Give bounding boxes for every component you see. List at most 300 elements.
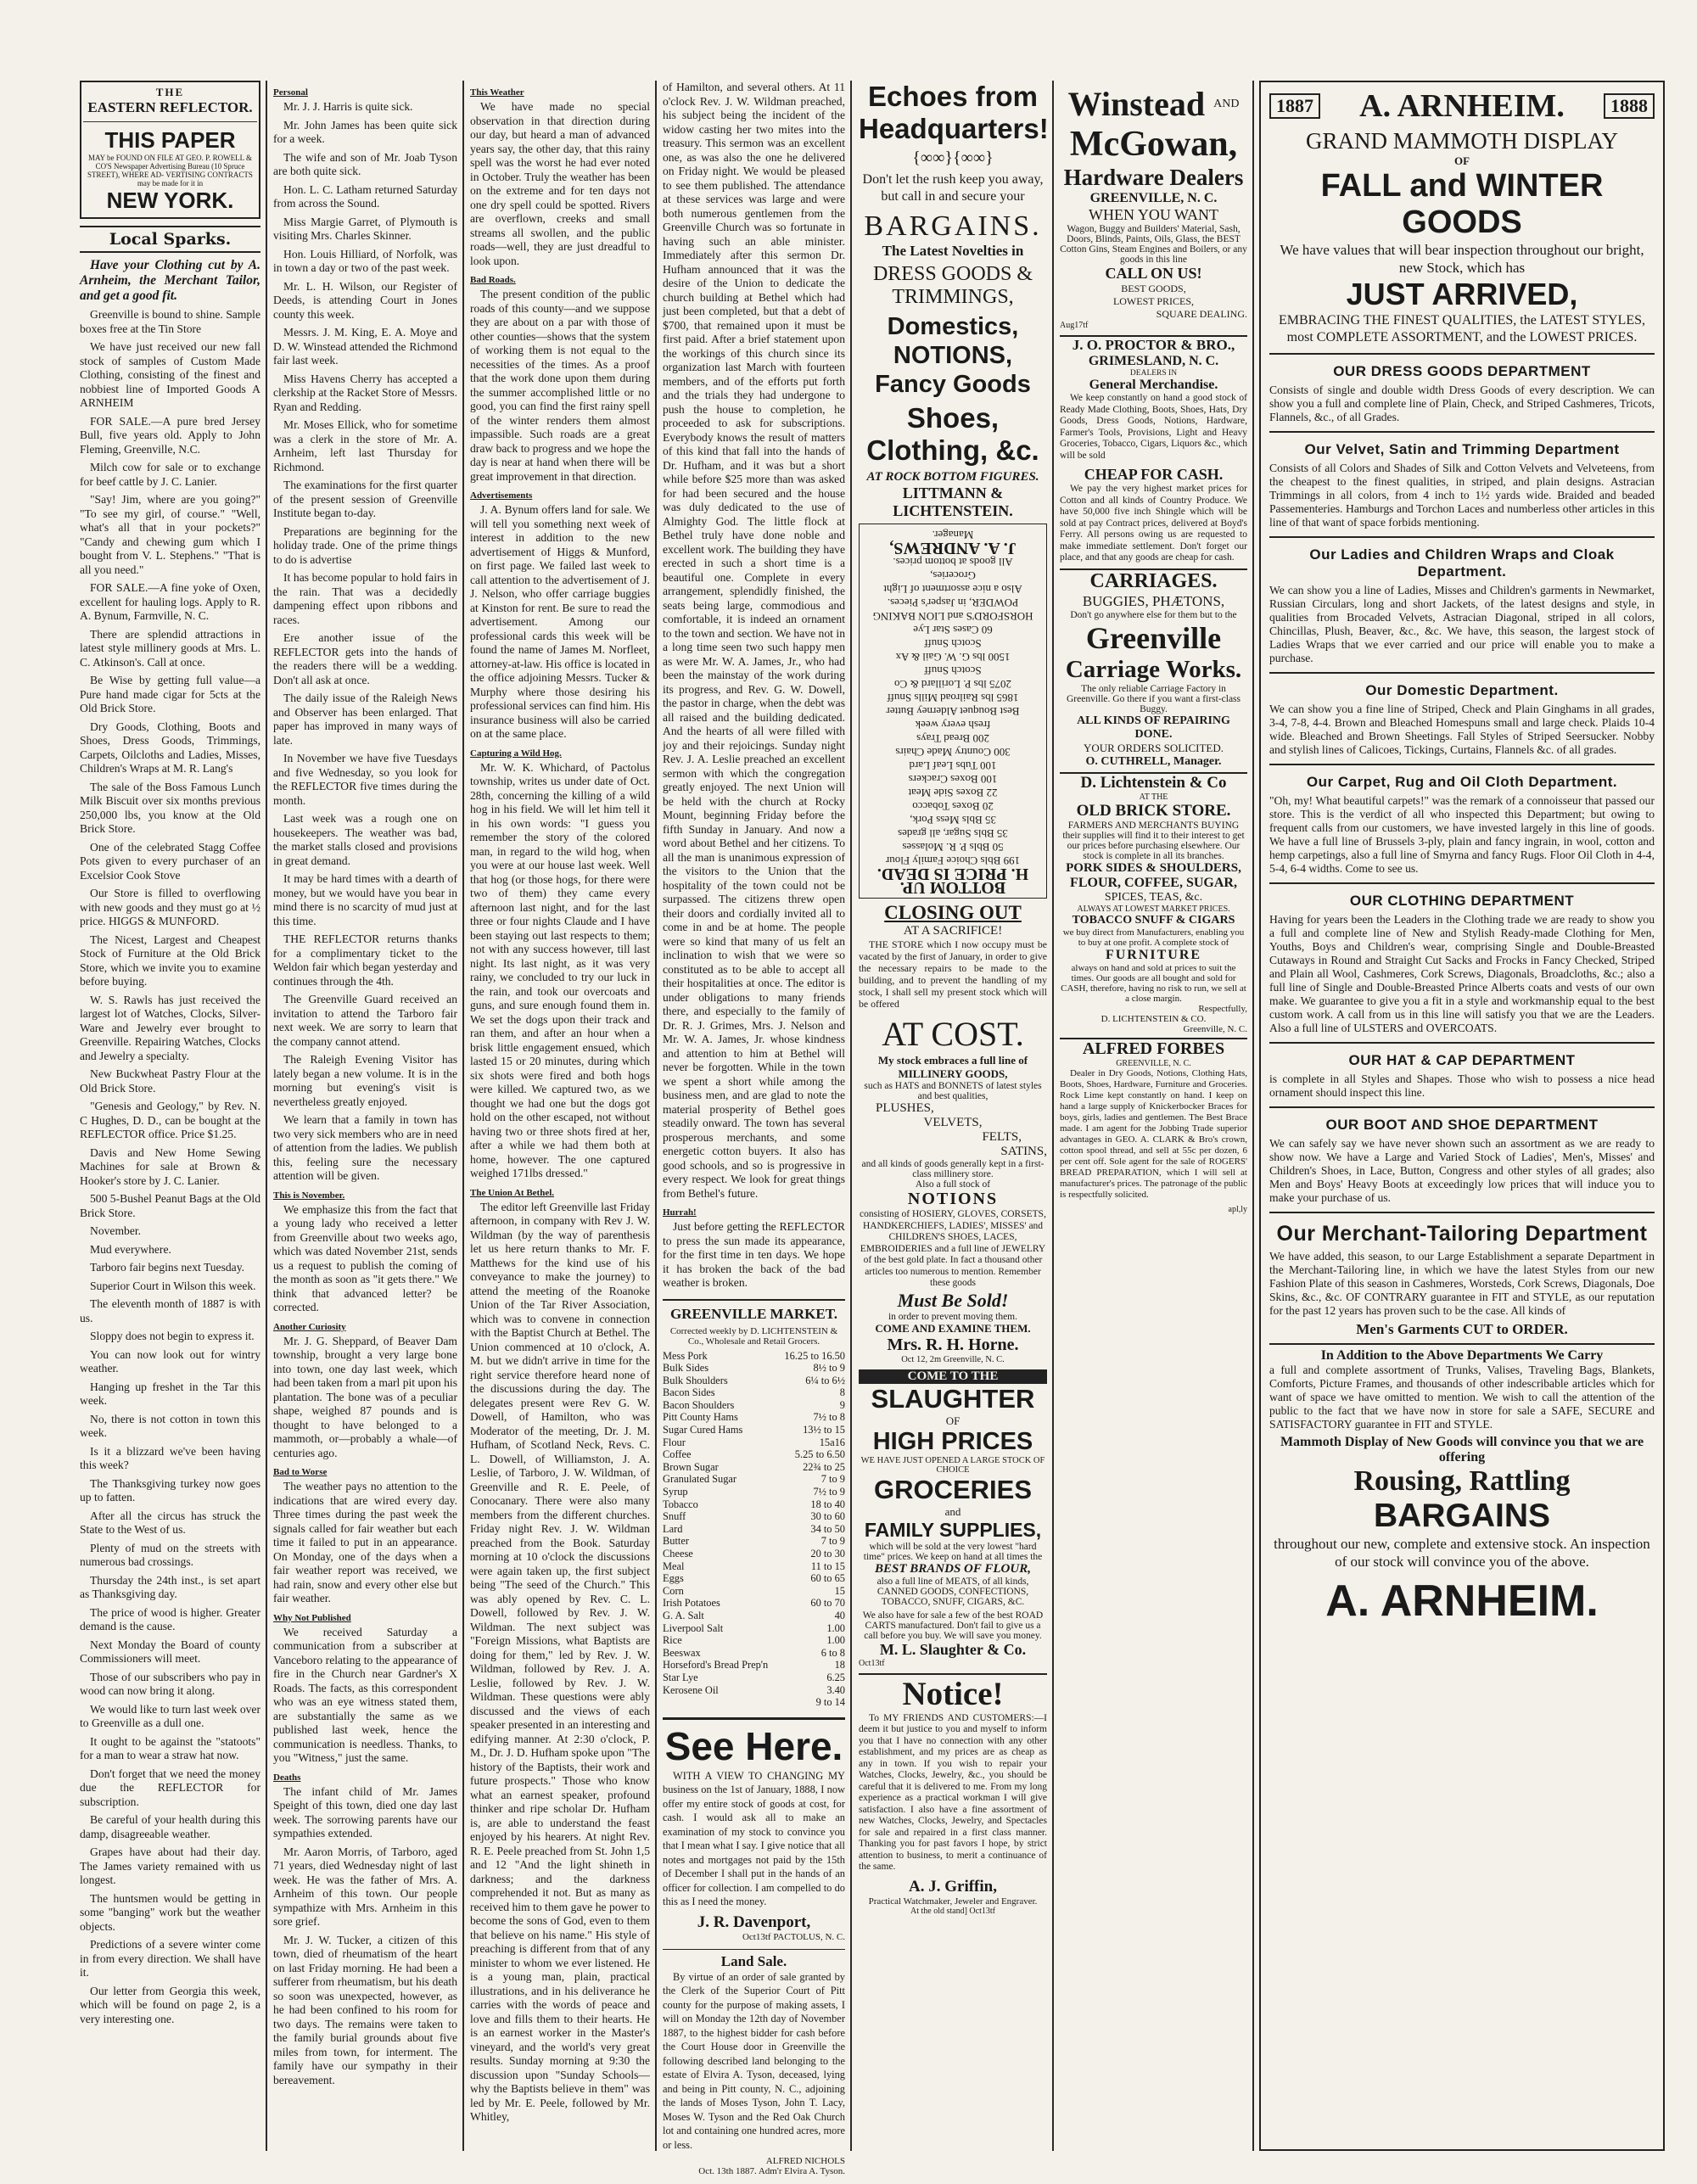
column-2-sections [273, 1190, 457, 2088]
grand-display: GRAND MAMMOTH DISPLAY [1305, 128, 1619, 154]
local-sparks-heading: Local Sparks. [80, 226, 260, 253]
market-item: G. A. Salt [663, 1609, 704, 1621]
tobacco-snuff: TOBACCO SNUFF & CIGARS [1072, 913, 1235, 927]
local-item: The Thanksgiving turkey now goes up to fatten. [80, 1476, 260, 1504]
market-price: 3.40 [826, 1683, 845, 1696]
market-price: 22¾ to 25 [803, 1460, 845, 1473]
notions-text: consisting of HOSIERY, GLOVES, CORSETS, HANDKERCHIEFS, LADIES', MISSES' and CHILDREN'S SHOES, LACES, EMBROIDERIES and a full line of JEWELRY of the best gold plate. In fact a thousand other articles too numerous to mention. Remember these goods [860, 1209, 1046, 1288]
prevent-text: in order to prevent moving them. [888, 1311, 1018, 1322]
market-item: Bacon Shoulders [663, 1398, 735, 1411]
market-row [663, 1411, 845, 1424]
personal-item: Ere another issue of the REFLECTOR gets into the hands of the readers there will be a wedding. Don't all ask at once. [273, 631, 457, 686]
market-item: Bulk Sides [663, 1362, 709, 1375]
ornament: {∞∞}{∞∞} [912, 148, 994, 167]
market-price: 34 to 50 [810, 1522, 845, 1535]
alfred-forbes: ALFRED FORBES [1082, 1039, 1225, 1058]
local-items [80, 308, 260, 2026]
bottom-up-line: 199 Bbls Choice Family Flour [885, 854, 1021, 867]
greenville-carriage-1: Greenville [1085, 620, 1222, 655]
local-item: "Say! Jim, where are you going?" "To see my girl, of course." "Well, what's all that in your pockets?" "Candy and chewing gum which I bought from V. L. Stephens." "That is all you need." [80, 493, 260, 576]
hurrah-heading: Hurrah! [663, 1207, 697, 1218]
market-item: Bacon Sides [663, 1386, 715, 1399]
bottom-up-line: 100 Boxes Crackers [908, 773, 998, 786]
grimesland: GRIMESLAND, N. C. [1088, 354, 1219, 368]
cheap-for-cash: CHEAP FOR CASH. [1084, 466, 1224, 483]
furniture-text: always on hand and sold at prices to suit the times. Our goods are all bought and sold for CASH, therefore, having no risk to run, we sell at a close margin. [1061, 962, 1246, 1004]
personal-item: Mr. J. J. Harris is quite sick. [283, 100, 413, 113]
department-title: Our Domestic Department. [1365, 682, 1559, 698]
market-row [663, 1597, 845, 1610]
arnheim-header [1269, 87, 1655, 125]
market-row [663, 1461, 845, 1474]
bottom-up-line: 1500 lbs G. W. Gail & Ax [895, 651, 1011, 664]
local-item: "Genesis and Geology," by Rev. N. C Hughes, D. D., can be bought at the REFLECTOR office. Price $1.25. [80, 1100, 260, 1140]
market-item: Eggs [663, 1572, 684, 1585]
local-item: Predictions of a severe winter come in from every direction. We shall have it. [80, 1938, 260, 1979]
market-item: Snuff [663, 1510, 686, 1523]
addition-heading: In Addition to the Above Departments We Carry [1269, 1343, 1655, 1364]
market-item: Pitt County Hams [663, 1411, 738, 1424]
market-price: 7 to 9 [820, 1473, 845, 1486]
department-title: OUR CLOTHING DEPARTMENT [1349, 893, 1575, 909]
bottom-up-line: HORSFORD'S and LION BAKING [872, 610, 1033, 623]
cheap-text: We pay the very highest market prices for Cotton and all kinds of Country Produce. We have 50,000 five inch Shingle which will be sold at pay Contract prices, delivered at Boyd's Ferry. All persons owing us are requested to make immediate settlement. Don't forget our place, and that any goods are cheap for cash. [1060, 484, 1247, 563]
department-text: "Oh, my! What beautiful carpets!" was the remark of a connoisseur that passed our store. This is the verdict of all who inspected this Department; but owing to frequent calls from our customers, we have invested largely in this line of goods. We have a full line of Brussels 3-ply, plain and fancy ingrain, in wool, cotton and hemp carpetings, also a full line of Smyrna and fancy Rugs. Floor Oil Cloth in 4-4, 5-4, 6-4 widths. Come to see us. [1269, 794, 1655, 875]
lichten-resp: Respectfully, [1198, 1003, 1247, 1014]
bottom-up-line: 60 Cases Star Lye [913, 624, 993, 636]
market-row [663, 1696, 845, 1709]
bottom-up-line: 200 Bread Trays [916, 732, 989, 745]
local-item: W. S. Rawls has just received the largest lot of Watches, Clocks, Silver-Ware and Jewelry ever brought to Greenville. Repairing Watches, Clocks and Jewelry a specialty. [80, 993, 260, 1062]
shoes-clothing: Shoes, Clothing, &c. [866, 402, 1039, 466]
section-heading: Why Not Published [273, 1612, 351, 1623]
see-here-heading: See Here. [663, 1717, 845, 1769]
market-row [663, 1548, 845, 1560]
section-heading: Advertisements [470, 490, 533, 501]
personal-item: Miss Margie Garret, of Plymouth is visiting Mrs. Charles Skinner. [273, 215, 457, 242]
local-item: Plenty of mud on the streets with numerous bad crossings. [80, 1541, 260, 1568]
echoes-sub: Don't let the rush keep you away, but call in and secure your [862, 172, 1044, 204]
dress-goods: DRESS GOODS & TRIMMINGS, [872, 263, 1033, 308]
column-rule [266, 81, 267, 2151]
section-text: The editor left Greenville last Friday afternoon, in company with Rev J. W. Wildman (by the way of parenthesis let us here return thanks to Mr. F. Matthews for the kind use of his conveyance to make the journey) to attend the meeting of the Roanoke Union of the Tar River Association, which was to convene in connection with the Baptist Church at Bethel. The Union commenced at 10 o'clock, A. M. but we didn't arrive in time for the right service therefore heard none of the discussions during the day. The delegates present were Rev G. W. Dowell, of Hamilton, who was Moderator of the meeting, Dr. J. M. Hufham, of Scotland Neck, Revs. C. L. Dowell, of Williamston, J. A. Leslie, of Tarboro, J. W. Wildman, of Greenville and R. E. Peele, of Conocanary. There were also many members from the different churches. Friday night Rev. J. W. Wildman preached from the Book. Saturday morning at 10 o'clock the discussions were again taken up, the first subject being "The seed of the Church." This was ably opened by Rev. C. L. Dowell, followed by Rev. J. W. Wildman. The next subject was "Foreign Missions, what Baptists are doing for them," led by Rev. J. W. Wildman, followed by Rev. J. A. Leslie, followed by Rev. J. W. Wildman. These questions were ably discussed and the views of each speaker presented in an interesting and edifying manner. At 2:30 o'clock, P. M., Dr. J. D. Hufham spoke upon "The history of the Baptists, their work and future prospects." Those who know what an earnest speaker, profound thinker and ripe scholar Dr. Hufham is, are able to understand the feast enjoyed by his hearers. At night Rev. R. E. Peele preached from St. John 1,5 and 12 "And the light shineth in darkness; and the darkness comprehended it not. But as many as received him to them gave he power to become the sons of God, even to them that believe on his name." His style of preaching is different from that of any minister to whom we ever listened. He is a young man, plain, practical illustrations, and in his deliverance he carries with the words of peace and love and fills them to their hearts. He is an earnest worker in the Master's vineyard, and the world's very great results. Sunday morning at 9:30 the discussion upon "Sunday Schools—why the Baptists believe in them" was led by Mr. E. Peele, followed by Mr. Whitley, [470, 1200, 650, 2123]
column-union-market [658, 81, 850, 2177]
column-rule [850, 81, 852, 2151]
best-brands-text: also a full line of MEATS, of all kinds, CANNED GOODS, CONFECTIONS, TOBACCO, SNUFF, CIGARS, &C. [877, 1576, 1029, 1607]
local-item: Those of our subscribers who pay in wood can now bring it along. [80, 1670, 260, 1697]
bottom-up-line: Also a nice assortment of Light Groceries, [883, 569, 1022, 596]
at-cost: AT COST. [882, 1015, 1024, 1053]
farmers-text: FARMERS AND MERCHANTS BUYING their supplies will find it to their interest to get our prices before purchasing elsewhere. Our stock is complete in all its branches. [1062, 820, 1245, 861]
griffin: A. J. Griffin, [909, 1877, 997, 1896]
department-title: Our Carpet, Rug and Oil Cloth Department. [1306, 774, 1618, 790]
lead-paragraph: Have your Clothing cut by A. Arnheim, the Merchant Tailor, and get a good fit. [80, 258, 260, 303]
market-item: Butter [663, 1535, 689, 1548]
market-row [663, 1510, 845, 1523]
notions-also: Also a full stock of [915, 1179, 991, 1190]
horne: Mrs. R. H. Horne. [887, 1335, 1019, 1354]
griffin-title: Practical Watchmaker, Jeweler and Engraver. [868, 1896, 1038, 1907]
local-item: Superior Court in Wilson this week. [90, 1279, 256, 1292]
land-sale-date: Oct. 13th 1887. Adm'r Elvira A. Tyson. [698, 2166, 845, 2177]
section-text: We emphasize this from the fact that a young lady who received a letter from Greenville about two weeks ago, which was dated November 21st, sends us a request to publish the coming of the month as soon as "it gets there." We think that advanced letter? be corrected. [273, 1202, 457, 1313]
square-dealing: SQUARE DEALING. [1156, 308, 1247, 320]
personal-item: Mr. L. H. Wilson, our Register of Deeds, is attending Court in Jones county this week. [273, 279, 457, 321]
market-item: Brown Sugar [663, 1460, 719, 1473]
market-item: Irish Potatoes [663, 1597, 720, 1610]
column-rule [1052, 81, 1054, 2151]
column-3-sections [470, 87, 650, 2125]
section-heading: Bad to Worse [273, 1467, 328, 1477]
local-item: After all the circus has struck the State to the West of us. [80, 1509, 260, 1536]
market-item: Sugar Cured Hams [663, 1424, 743, 1436]
market-row [663, 1386, 845, 1399]
department-block [1269, 764, 1655, 876]
column-rule [1252, 81, 1254, 2151]
embracing: EMBRACING THE FINEST QUALITIES, the LATEST STYLES, most COMPLETE ASSORTMENT, and the LOWEST PRICES. [1279, 313, 1645, 344]
lowest-market: ALWAYS AT LOWEST MARKET PRICES. [1077, 904, 1230, 914]
solicited: YOUR ORDERS SOLICITED. [1083, 741, 1224, 754]
winstead-loc: GREENVILLE, N. C. [1089, 191, 1218, 205]
section-heading: This is November. [273, 1190, 345, 1201]
local-item: The Nicest, Largest and Cheapest Stock of Furniture at the Old Brick Store, which we invite you to examine before buying. [80, 932, 260, 988]
bottom-up-line: 300 Country Made Chairs [895, 746, 1011, 759]
market-row [663, 1375, 845, 1387]
section-heading: Capturing a Wild Hog. [470, 748, 562, 759]
cuthrell: O. CUTHRELL, Manager. [1085, 754, 1222, 768]
market-price: 9 to 14 [815, 1696, 845, 1709]
market-item: Horseford's Bread Prep'n [663, 1659, 769, 1672]
market-price: 30 to 60 [810, 1510, 845, 1523]
masthead [80, 81, 260, 219]
market-price: 9 [839, 1398, 845, 1411]
dont-go: Don't go anywhere else for them but to the [1070, 609, 1237, 620]
section-heading: Deaths [273, 1772, 301, 1783]
market-price: 11 to 15 [810, 1560, 845, 1572]
personal-item: It may be hard times with a dearth of money, but we would have you bear in mind there is no scarcity of mud just at this time. [273, 872, 457, 927]
market-row [663, 1622, 845, 1635]
local-item: We have just received our new fall stock of samples of Custom Made Clothing, consisting of the finest and nobbiest line of Imported Goods A ARNHEIM [80, 340, 260, 409]
column-local-sparks [75, 81, 266, 2151]
carriages: CARRIAGES. [1089, 569, 1218, 592]
winstead-date: Aug17tf [1060, 321, 1089, 330]
local-item: FOR SALE.—A pure bred Jersey Bull, five years old. Apply to John Fleming, Greenville, N.C. [80, 414, 260, 456]
old-brick-store: OLD BRICK STORE. [1076, 801, 1231, 820]
see-here-sign: J. R. Davenport, [697, 1912, 811, 1931]
littmann: LITTMANN & LICHTENSTEIN. [893, 484, 1013, 519]
griffin-loc: At the old stand] Oct13tf [910, 1906, 995, 1916]
market-item: Cheese [663, 1548, 693, 1560]
local-item: Milch cow for sale or to exchange for beef cattle by J. C. Lanier. [80, 461, 260, 488]
market-price: 7½ to 9 [813, 1486, 845, 1498]
forbes-text: Dealer in Dry Goods, Notions, Clothing Hats, Boots, Shoes, Hardware, Furniture and Groceries. Rock Lime kept constantly on hand. I keep on hand a large supply of Knickerbocker Braces for boys, girls, ladies and gentlemen. The Best Brace made. I am agent for the Jobbing Trade superior advantages in GEO. A. CLARK & Bro's crown, cotton spool thread, and sell at 55c per dozen, 6 per cent off. Sole agent for the sale of ROGERS' BREAD PREPARATION, which I will sell at manufacturer's prices. The patronage of the public is respectfully solicited. [1060, 1067, 1247, 1200]
market-item: Rice [663, 1634, 682, 1647]
local-item: Hanging up freshet in the Tar this week. [80, 1380, 260, 1407]
notions: NOTIONS [907, 1190, 999, 1208]
greenville-carriage-2: Carriage Works. [1065, 655, 1242, 683]
horne-date: Oct 12, 2m Greenville, N. C. [901, 1354, 1005, 1364]
market-price: 15a16 [819, 1436, 845, 1448]
section-text: We have made no special observation in that direction during our day, but heard a man of advanced years say, the other day, that this rainy spell was the worst he had ever noted in October. Truly the weather has been on the extreme and for ten days not one dry spell could be spotted. Rivers are overflown, creeks and small streams all swollen, and the public roads—well, they are just dreadful to look upon. [470, 100, 650, 267]
local-item: Is it a blizzard we've been having this week? [80, 1444, 260, 1471]
department-text: We can show you a fine line of Striped, Check and Plain Ginghams in all grades, 3-4, 7-8, 4-4. Brown and Bleached Homespuns small and large check. Plaids 10-4 wide. Bleached and Brown Sheetings. Fall Styles of Striped Seersucker. Nobby and stylish lines of Calicoes, Tickings, Curtains, Flannels &c. of all grades. [1269, 703, 1655, 756]
market-subtitle: Corrected weekly by D. LICHTENSTEIN & Co., Wholesale and Retail Grocers. [669, 1325, 838, 1347]
personal-item: In November we have five Tuesdays and five Wednesday, so you look for the REFLECTOR five times during the month. [273, 752, 457, 807]
market-item: Flour [663, 1436, 686, 1448]
family-text: which will be sold at the very lowest "hard time" prices. We keep on hand at all times the [863, 1541, 1043, 1562]
department-block [1269, 672, 1655, 757]
market-item: Granulated Sugar [663, 1473, 737, 1486]
when-want: WHEN YOU WANT [1089, 206, 1218, 223]
forbes-loc: GREENVILLE, N. C. [1116, 1058, 1191, 1068]
department-text: We can safely say we have never shown such an assortment as we are ready to show now. We have a Large and Varied Stock of Ladies', Men's, Misses' and Children's Shoes, in Lace, Button, Congress and other styles of all grades; also Men and Boys' Heavy Boots at exceedingly low prices that will induce you to make your purchase of us. [1269, 1137, 1655, 1204]
rock-bottom: AT ROCK BOTTOM FIGURES. [866, 470, 1039, 484]
closing-text: THE STORE which I now occupy must be vacated by the first of January, in order to give the necessary repairs to be made to the building, and to prevent the handling of my stock, I shall sell my present stock which will be offered [859, 938, 1047, 1010]
market-price: 18 [834, 1659, 845, 1672]
arnheim-bargains: BARGAINS [1373, 1498, 1550, 1534]
grand-of: OF [1453, 154, 1470, 167]
slaughter-of: OF [945, 1414, 961, 1427]
bottom-up-line: 35 Bbls Mess Pork, [910, 814, 996, 826]
market-row [663, 1610, 845, 1622]
market-row [663, 1436, 845, 1449]
personal-item: Hon. L. C. Latham returned Saturday from across the Sound. [273, 182, 457, 210]
department-block [1269, 1042, 1655, 1100]
local-item: Dry Goods, Clothing, Boots and Shoes, Dress Goods, Trimmings, Carpets, Oilcloths and Ladies, Misses, Children's Wraps at M. R. Lang's [80, 720, 260, 775]
land-sale-sign: ALFRED NICHOLS [765, 2156, 845, 2167]
notice-text: To MY FRIENDS AND CUSTOMERS:—I deem it but justice to you and myself to inform you that I have no connection with any other establishment, and my prices are as cheap as any in town. If you wish to repair your Watches, Clocks, Jewelry, &c., you should be careful that it is delivered to me. From my long experience as a practical workman I will give satisfaction. I also have a fine assortment of new Watches, Clocks, Jewelry, and Spectacles for sale and repaired in a first class manner. Thanking you for past favors I hope, by strict attention to business, to merit a continuance of the same. [859, 1712, 1047, 1872]
dealers-in: DEALERS IN [1129, 369, 1178, 378]
year-1888: 1888 [1604, 93, 1655, 119]
millinery: My stock embraces a full line of MILLINERY GOODS, [877, 1054, 1028, 1080]
section-heading: This Weather [470, 87, 524, 98]
market-row [663, 1634, 845, 1647]
market-price: 1.00 [826, 1621, 845, 1634]
winstead: Winstead [1067, 85, 1206, 123]
proctor: J. O. PROCTOR & BRO., [1072, 337, 1235, 353]
local-item: Grapes have about had their day. The James variety remained with us longest. [80, 1845, 260, 1886]
best-goods: BEST GOODS, [1121, 283, 1186, 294]
department-title: Our Ladies and Children Wraps and Cloak Department. [1309, 546, 1615, 580]
bottom-up-line: Best Bouquet Alderney Butter [886, 705, 1020, 718]
high-prices: HIGH PRICES [872, 1427, 1033, 1455]
market-row [663, 1659, 845, 1672]
tobacco-text: we buy direct from Manufacturers, enabling you to buy at one profit. A complete stock of [1062, 927, 1245, 948]
personal-item: Miss Havens Cherry has accepted a clerkship at the Racket Store of Messrs. Ryan and Redding. [273, 372, 457, 413]
market-price: 1.00 [826, 1634, 845, 1647]
bargains-heading: BARGAINS. [864, 210, 1042, 242]
department-block [1269, 353, 1655, 424]
flour-coffee: FLOUR, COFFEE, SUGAR, [1070, 875, 1237, 890]
section-text: Mr. J. G. Sheppard, of Beaver Dam township, brought a very large bone into town, one day last week, which had been taken from a marl pit upon his plantation. The bone was of a peculiar shape, weighed 87 pounds and is thought to have belonged to a mammoth, or—probably a whale—of centuries ago. [273, 1334, 457, 1459]
large-stock: WE HAVE JUST OPENED A LARGE STOCK OF CHOICE [860, 1455, 1045, 1475]
local-item: No, there is not cotton in town this week. [80, 1412, 260, 1439]
market-item: Liverpool Salt [663, 1621, 724, 1634]
market-row [663, 1473, 845, 1486]
department-block [1269, 1106, 1655, 1205]
market-price: 16.25 to 16.50 [784, 1349, 845, 1362]
column-rule [462, 81, 464, 2151]
section-text: The present condition of the public roads of this county—and we suppose they are about on a par with those of other counties—shows that the system of working them is not equal to the necessities of the times. As a proof that the work done upon them during the summer accomplished little or no good, you can find the first rainy spell of the winter renders them almost impassible. Such roads are a great draw back to progress and we hope the day is near at hand when there will be great improvement in that direction. [470, 288, 650, 483]
department-block [1269, 536, 1655, 665]
bottom-up-line: J. A. ANDREWS, [889, 539, 1017, 557]
personal-item: Messrs. J. M. King, E. A. Moye and D. W. Winstead attended the Richmond fair last week. [273, 326, 457, 367]
market-price: 60 to 65 [810, 1572, 845, 1585]
section-text: The weather pays no attention to the indications that are wired every day. Three times during the past week the signals called for fair weather but each time it failed to put in an appearance. On Monday, one of the days when a fair weather report was received, we had rain, snow and every other else but fair weather. [273, 1480, 457, 1604]
column-ads-left [854, 81, 1052, 2151]
market-item: Mess Pork [663, 1349, 708, 1362]
paper-name-2: EASTERN REFLECTOR. [87, 99, 253, 115]
local-item: 500 5-Bushel Peanut Bags at the Old Brick Store. [80, 1192, 260, 1219]
notice-heading: Notice! [859, 1673, 1047, 1713]
arnheim-name: A. ARNHEIM. [1359, 88, 1565, 124]
echoes-heading: Echoes from Headquarters! [859, 81, 1049, 144]
novelties: The Latest Novelties in [882, 243, 1024, 259]
local-item: Don't forget that we need the money due the REFLECTOR for subscription. [80, 1767, 260, 1808]
personal-item: The Raleigh Evening Visitor has lately began a new volume. It is in the morning but evening's visit is nevertheless greatly enjoyed. [273, 1053, 457, 1108]
department-text: We can show you a line of Ladies, Misses and Children's garments in Newmarket, Russian Circulars, long and short Jackets, of the latest designs and style, in qualities from Brocaded Velvets, Astracian Diagonal, striped in all colors, Chincillas, Plush, Beaver, &c., &c. We have, this season, the largest stock of Ladies Wraps that we ever carried and our price will enable you to make a purchase. [1269, 584, 1655, 664]
local-item: FOR SALE.—A fine yoke of Oxen, excellent for hauling logs. Apply to R. A. Bynum, Farmville, N. C. [80, 581, 260, 622]
department-title: OUR BOOT AND SHOE DEPARTMENT [1325, 1117, 1599, 1133]
closing-out: CLOSING OUT [884, 902, 1022, 923]
market-price: 7 to 9 [820, 1535, 845, 1548]
bottom-up-line: Scotch Snuff [924, 637, 982, 650]
department-text: Consists of all Colors and Shades of Silk and Cotton Velvets and Velveteens, from the cheapest to the finest qualities, in striped, and plain designs. Astracian Trimmings in all colors, from 4 inch to 1½ yards wide. Braided and beaded Passementeries. Hamburgs and Torchon Laces and numberless other articles in this line of that want of space forbids mentioning. [1269, 462, 1655, 529]
best-brands: BEST BRANDS OF FLOUR, [875, 1561, 1031, 1576]
market-price: 60 to 70 [810, 1597, 845, 1610]
market-item: Tobacco [663, 1498, 698, 1510]
lichten-loc: Greenville, N. C. [1183, 1023, 1247, 1034]
throughout: throughout our new, complete and extensive stock. An inspection of our stock will convince you of the above. [1274, 1536, 1650, 1570]
bottom-up-line: 2075 lbs P. Lorillard & Co [894, 678, 1011, 691]
market-row [663, 1498, 845, 1511]
bottom-up-line: H. PRICE IS DEAD. [877, 865, 1029, 883]
market-item: Bulk Shoulders [663, 1374, 728, 1386]
market-row [663, 1424, 845, 1436]
furniture: FURNITURE [1105, 947, 1202, 962]
market-price: 13½ to 15 [803, 1424, 845, 1436]
personal-item: Preparations are beginning for the holiday trade. One of the prime things to do is advertise [273, 524, 457, 566]
personal-item: We learn that a family in town has two very sick members who are in need of attention from the ladies. We publish this, feeling sure the necessary attention will be given. [273, 1113, 457, 1182]
millinery-text: such as HATS and BONNETS of latest styles and best qualities, [864, 1081, 1042, 1101]
local-item: The price of wood is higher. Greater demand is the cause. [80, 1605, 260, 1632]
section-text: Mr. J. W. Tucker, a citizen of this town, died of rheumatism of the heart on last Friday morning. He had been a sufferer from rheumatism, but his death so soon was unexpected, however, as he had been confined to his room for two days. The remains were taken to the family burial grounds about five miles from town, for interment. The family have our sympathy in their bereavement. [273, 1933, 457, 2086]
market-row [663, 1486, 845, 1498]
local-item: The huntsmen would be getting in some "banging" work but the weather objects. [80, 1891, 260, 1933]
local-item: Thursday the 24th inst., is set apart as Thanksgiving day. [80, 1573, 260, 1600]
local-item: Be careful of your health during this damp, disagreeable weather. [80, 1813, 260, 1840]
personal-item: Mr. Moses Ellick, who for sometime was a clerk in the store of Mr. A. Arnheim, left last Thursday for Richmond. [273, 418, 457, 473]
land-sale-text: By virtue of an order of sale granted by the Clerk of the Superior Court of Pitt county for the purpose of making assets, I will on Monday the 12th day of November 1887, to the highest bidder for cash before the Court House door in Greenville the following described land belonging to the estate of Elvira A. Tyson, deceased, lying and being in Pitt county, N. C., adjoining the lands of Moses Tyson, John T. Lacy, Moses W. Tyson and the Red Oak Church lot and containing one hundred acres, more or less. [663, 1970, 845, 2151]
column-ads-right [1055, 81, 1252, 2151]
bottom-up-line: 20 Boxes Tobacco [912, 800, 994, 813]
bottom-up-line: 100 Tubs Leaf Lard [909, 759, 997, 772]
market-price: 18 to 40 [810, 1498, 845, 1510]
market-price: 8½ to 9 [813, 1362, 845, 1375]
market-price: 6.25 [826, 1671, 845, 1683]
personal-heading: Personal [273, 87, 308, 98]
section-text: J. A. Bynum offers land for sale. We will tell you something next week of interest in addition to the new advertisement of Higgs & Munford, on first page. We failed last week to call attention to the advertisement of J. J. Nelson, who offer carriage buggies at Kinston for rent. Be sure to read the advertisement. Among our professional cards this week will be found the name of James M. Norfleet, attorney-at-law. His office is located in the office adjoining Messrs. Tucker & Murphy where those desiring his professional services can find him. His insurance business will also be carried on at the same place. [470, 503, 650, 740]
personal-item: The wife and son of Mr. Joab Tyson are both quite sick. [273, 150, 457, 177]
come-to-the: COME TO THE [859, 1369, 1047, 1384]
market-row [663, 1535, 845, 1548]
bottom-up-line: 35 Bbls Sugar, all grades [898, 827, 1008, 840]
personal-item: Last week was a rough one on housekeepers. The weather was bad, the market stalls closed and provisions in great demand. [273, 812, 457, 867]
see-here-text: WITH A VIEW TO CHANGING MY business on the 1st of January, 1888, I now offer my entire stock of goods at cost, for cash. I would ask all to make an examination of my stock to convince you that I mean what I say. I give notice that all notes and mortgages not paid by the 15th of December I shall put in the hands of an officer for collection. I am compelled to do this as I need the money. [663, 1769, 845, 1908]
mcgowan: McGowan, [1069, 125, 1238, 164]
local-item: Tarboro fair begins next Tuesday. [90, 1261, 245, 1274]
slaughter-date: Oct13tf [859, 1658, 885, 1668]
market-price: 6¼ to 6½ [805, 1374, 845, 1386]
market-row [663, 1362, 845, 1375]
market-item: Corn [663, 1584, 684, 1597]
local-item: Greenville is bound to shine. Sample boxes free at the Tin Store [80, 308, 260, 335]
department-text: is complete in all Styles and Shapes. Those who wish to possess a nice head ornament should inspect this line. [1269, 1072, 1655, 1099]
market-price: 5.25 to 6.50 [794, 1448, 845, 1461]
union-continued: of Hamilton, and several others. At 11 o'clock Rev. J. W. Wildman preached, his subject being the incident of the widow casting her two mites into the treasury. This sermon was an excellent one, as was also the one he delivered on Friday night. We would be pleased to see them published. The attendance at these services was large and were both numerous gentlemen from the Greenville Church was so fortunate in having such an able minister. Immediately after this sermon Dr. Hufham announced that it was the desire of the Union to dedicate the church building at Bethel which had just been completed, but that a debt of $700, that remained upon it must be first paid. After a brief statement upon the workings of this church since its organization last March with fourteen members, and of the efforts put forth and the trials they had undergone to push the house to completion, he proceeded to ask for subscriptions. Everybody knows the result of matters of this kind that fall into the hands of Dr. Hufham, and it was but a short while before $25 more than was asked for had been secured and the house was duly dedicated to the use of Almighty God. The little flock at Bethel truly have done noble and excellent work. The building they have erected in such a short time is a beautiful one. Complete in every arrangement, splendidly finished, the seats being large, commodious and comfortable, it is indeed an ornament to the town and section. We have not in a long time seen two such happy men as were Mr. W. A. James, Jr., who had been the mainstay of the work during its progress, and Rev. G. W. Dowell, the pastor in charge, when the debt was all raised and the building dedicated. And the hearts of all were filled with joy and their rejoicings. Sunday night Rev. J. A. Leslie preached an excellent sermon with which the congregation greatly enjoyed. The next Union will be held with the church at Rocky Mount, beginning Friday before the fifth Sunday in January. And now a word about Bethel and her citizens. To all the man is unanimous expression of the visitors to the Union that the hospitality of the town could not be surpassed. The citizens threw open their doors and cordially invited all to come in and be at home. The people were so kind that many of us felt an inclination to wish that we were so constituted as to be able to accept all their hospitalities at once. The editor is under obligations to many friends there, and especially to the family of Dr. R. J. Grimes, Mrs. J. Nelson and Mr. W. A. James, Jr. whose kindness and attention to him at Bethel will never be forgotten. While in the town we spent a short while among the business men, and are glad to note the material prosperity of Bethel goes steadily onward. The town has several prosperous merchants, and some energetic cotton buyers. It also has good schools, and so is progressive in every respect. We look for great things from Bethel's future. [663, 81, 845, 1200]
pork-sides: PORK SIDES & SHOULDERS, [1066, 860, 1241, 875]
velvets: VELVETS, [923, 1116, 983, 1129]
department-title: OUR DRESS GOODS DEPARTMENT [1333, 363, 1591, 379]
personal-item: It has become popular to hold fairs in the rain. That was a decidedly dampening effect upon ribbons and races. [273, 571, 457, 626]
market-row [663, 1560, 845, 1573]
mammoth-text: Mammoth Display of New Goods will convince you that we are offering [1280, 1435, 1644, 1464]
buggies-phaetons: BUGGIES, PHÆTONS, [1082, 592, 1225, 609]
see-here-place: Oct13tf PACTOLUS, N. C. [742, 1931, 845, 1942]
market-price: 6 to 8 [820, 1646, 845, 1659]
fine-goods: and all kinds of goods generally kept in a first-class millinery store. [861, 1159, 1045, 1179]
market-title: GREENVILLE MARKET. [663, 1299, 845, 1323]
hardware-dealers: Hardware Dealers [1063, 165, 1244, 190]
lichtenstein: D. Lichtenstein & Co [1080, 773, 1227, 792]
arnheim-ad [1259, 81, 1665, 2151]
market-row [663, 1684, 845, 1697]
gcw-text: The only reliable Carriage Factory in Greenville. Go there if you want a first-class Buggy. [1066, 683, 1241, 714]
groceries: GROCERIES [873, 1474, 1033, 1504]
year-1887: 1887 [1269, 93, 1320, 119]
arnheim-sign: A. ARNHEIM. [1325, 1576, 1599, 1626]
come-examine: COME AND EXAMINE THEM. [875, 1321, 1031, 1335]
paper-name-1: THE [155, 86, 185, 98]
masthead-notice: MAY be FOUND ON FILE AT GEO. P. ROWELL & CO'S Newspaper Advertising Bureau (10 Spruce STREET), WHERE AD- VERTISING CONTRACTS may be made for it in [87, 154, 253, 188]
at-the: AT THE [1139, 792, 1168, 802]
market-row [663, 1647, 845, 1660]
proctor-text: We keep constantly on hand a good stock of Ready Made Clothing, Boots, Shoes, Hats, Dry Goods, Dress Goods, Notions, Hardware, Farmer's Tools, Provisions, Light and Heavy Groceries, Tobacco, Cigars, Liquors &c., which will be sold [1060, 393, 1247, 461]
local-item: The eleventh month of 1887 is with us. [80, 1297, 260, 1324]
market-item: Kerosene Oil [663, 1683, 719, 1696]
market-row [663, 1585, 845, 1598]
satins: SATINS, [1000, 1145, 1047, 1158]
personal-item: The examinations for the first quarter of the present session of Greenville Institute began to-day. [273, 479, 457, 519]
market-price: 40 [834, 1609, 845, 1621]
local-item: One of the celebrated Stagg Coffee Pots given to every purchaser of an Excelsior Cook Stove [80, 840, 260, 882]
personal-item: Hon. Louis Hilliard, of Norfolk, was in town a day or two of the past week. [273, 247, 457, 274]
winstead-row [1060, 84, 1247, 124]
forbes-date: apl,ly [1228, 1204, 1247, 1214]
domestics: Domestics, NOTIONS, Fancy Goods [875, 313, 1031, 398]
department-block [1269, 1212, 1655, 1318]
local-item: Be Wise by getting full value—a Pure hand made cigar for 5cts at the Old Brick Store. [80, 674, 260, 714]
hurrah-text: Just before getting the REFLECTOR to press the sun made its appearance, for the first time in ten days. We hope it has broken the back of the bad weather is broken. [663, 1220, 845, 1289]
section-heading: The Union At Bethel. [470, 1187, 555, 1198]
local-item: Next Monday the Board of county Commissioners will meet. [80, 1638, 260, 1665]
local-item: It ought to be against the "statoots" for a man to wear a straw hat now. [80, 1734, 260, 1761]
market-item: Syrup [663, 1486, 688, 1498]
bottom-up-line: Scotch Snuff [924, 664, 982, 677]
repairing: ALL KINDS OF REPAIRING DONE. [1077, 714, 1230, 741]
column-rule [655, 81, 657, 2151]
market-row [663, 1523, 845, 1536]
